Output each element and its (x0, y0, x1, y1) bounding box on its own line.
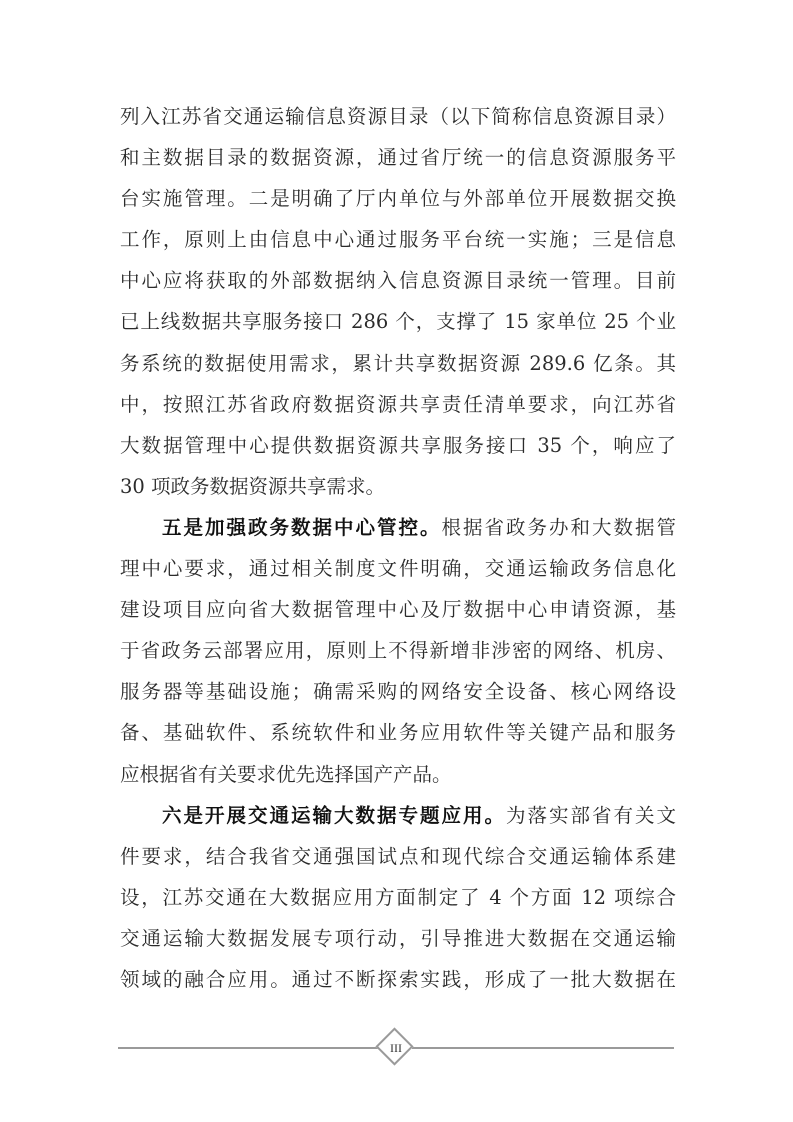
text-line: 务系统的数据使用需求，累计共享数据资源 289.6 亿条。其 (120, 351, 676, 375)
text-line: 件要求，结合我省交通强国试点和现代综合交通运输体系建 (120, 844, 676, 868)
text-line: 设，江苏交通在大数据应用方面制定了 4 个方面 12 项综合 (120, 885, 676, 909)
text-line: 中心应将获取的外部数据纳入信息资源目录统一管理。目前 (120, 269, 676, 293)
text-line: 已上线数据共享服务接口 286 个，支撑了 15 家单位 25 个业 (120, 310, 676, 334)
paragraph-lead-line (120, 507, 676, 548)
paragraph-heading: 六是开展交通运输大数据专题应用。 (162, 803, 506, 827)
text-line: 备、基础软件、系统软件和业务应用软件等关键产品和服务 (120, 721, 676, 745)
text-line: 于省政务云部署应用，原则上不得新增非涉密的网络、机房、 (120, 639, 676, 663)
text-line: 列入江苏省交通运输信息资源目录（以下简称信息资源目录） (120, 105, 676, 128)
page-number: III (390, 1041, 402, 1055)
text-line: 中，按照江苏省政府数据资源共享责任清单要求，向江苏省 (120, 392, 676, 416)
text-run: 为落实部省有关文 (505, 803, 676, 827)
text-line: 理中心要求，通过相关制度文件明确，交通运输政务信息化 (120, 557, 676, 581)
text-line: 领域的融合应用。通过不断探索实践，形成了一批大数据在 (120, 967, 676, 991)
page-footer (118, 1030, 674, 1066)
text-line: 大数据管理中心提供数据资源共享服务接口 35 个，响应了 (120, 433, 676, 457)
text-run: 根据省政务办和大数据管 (441, 515, 676, 539)
text-line: 服务器等基础设施；确需采购的网络安全设备、核心网络设 (120, 680, 676, 704)
footer-rule-left (118, 1047, 380, 1049)
text-line: 台实施管理。二是明确了厅内单位与外部单位开展数据交换 (120, 187, 676, 211)
text-line: 交通运输大数据发展专项行动，引导推进大数据在交通运输 (120, 926, 676, 950)
footer-rule-right (412, 1047, 674, 1049)
text-line: 建设项目应向省大数据管理中心及厅数据中心申请资源，基 (120, 598, 676, 622)
text-line: 和主数据目录的数据资源，通过省厅统一的信息资源服务平 (120, 146, 676, 170)
paragraph-lead-line (120, 795, 676, 836)
text-line: 应根据省有关要求优先选择国产产品。 (120, 762, 452, 786)
text-line: 30 项政务数据资源共享需求。 (120, 474, 386, 498)
paragraph-heading: 五是加强政务数据中心管控。 (162, 515, 442, 539)
body-text (120, 96, 676, 1000)
text-line: 工作，原则上由信息中心通过服务平台统一实施；三是信息 (120, 228, 676, 252)
